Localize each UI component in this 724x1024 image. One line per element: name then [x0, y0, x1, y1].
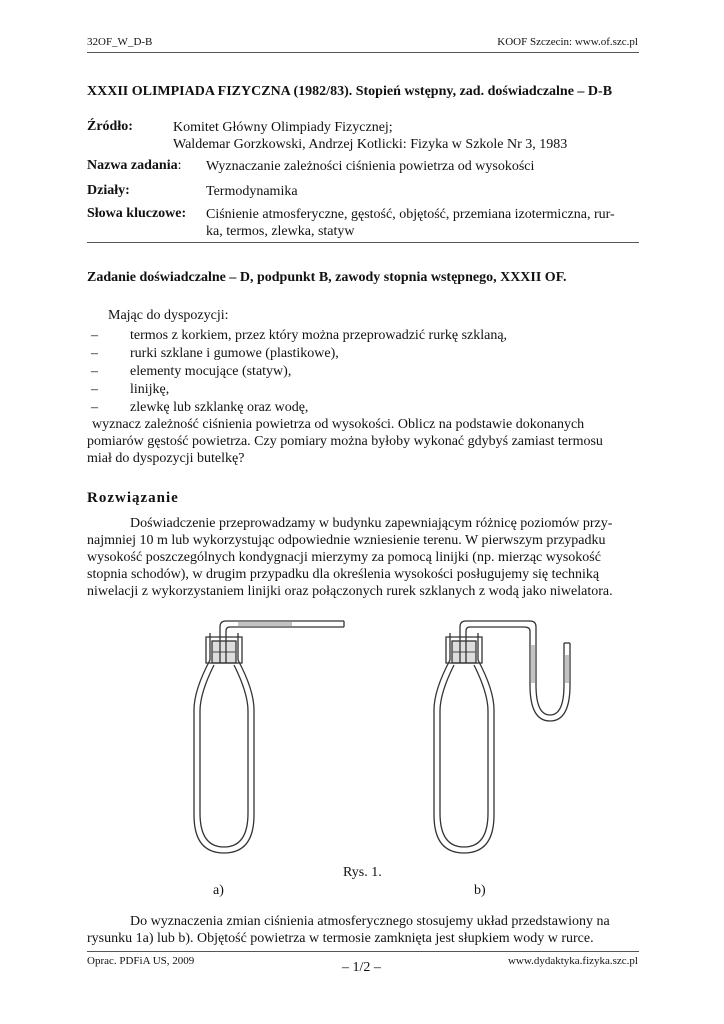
source-line-2: Waldemar Gorzkowski, Andrzej Kotlicki: Fizyka w Szkole Nr 3, 1983 — [173, 137, 568, 152]
footer-rule — [87, 951, 639, 952]
keywords-line-1: Ciśnienie atmosferyczne, gęstość, objętość, przemiana izotermiczna, rur- — [206, 207, 615, 222]
header-rule — [87, 52, 639, 53]
figure-label-b: b) — [474, 883, 486, 898]
document-title: XXXII OLIMPIADA FIZYCZNA (1982/83). Stopień wstępny, zad. doświadczalne – D-B — [87, 84, 613, 99]
figure-b-thermos — [420, 615, 600, 865]
closing-line-1: Do wyznaczenia zmian ciśnienia atmosferycznego stosujemy układ przedstawiony na — [130, 914, 610, 929]
source-line-1: Komitet Główny Olimpiady Fizycznej; — [173, 120, 393, 135]
list-item-text: elementy mocujące (statyw), — [130, 364, 292, 379]
task-text-line-2: pomiarów gęstość powietrza. Czy pomiary można byłoby wykonać gdybyś zamiast termosu — [87, 434, 603, 449]
list-item-text: termos z korkiem, przez który można przeprowadzić rurkę szklaną, — [130, 328, 508, 343]
footer-left: Oprac. PDFiA US, 2009 — [87, 955, 195, 967]
list-dash: – — [91, 400, 98, 415]
solution-line-2: najmniej 10 m lub wykorzystując odpowiednie wzniesienie terenu. W pierwszym przypadku — [87, 533, 606, 548]
solution-line-5: niwelacji z wykorzystaniem linijki oraz połączonych rurek szklanych z wodą jako niwelatora. — [87, 584, 613, 599]
list-item — [91, 327, 507, 345]
figure-label-a: a) — [213, 883, 224, 898]
source-label: Źródło: — [87, 119, 133, 134]
keywords-line-2: ka, termos, zlewka, statyw — [206, 224, 355, 239]
closing-line-2: rysunku 1a) lub b). Objętość powietrza w termosie zamknięta jest słupkiem wody w rurce. — [87, 931, 594, 946]
list-dash: – — [91, 328, 98, 343]
task-name-colon: : — [177, 158, 182, 173]
solution-heading: Rozwiązanie — [87, 490, 179, 506]
task-name-label — [87, 158, 182, 174]
list-item — [91, 381, 507, 399]
task-intro: Mając do dyspozycji: — [108, 308, 229, 323]
figure-a-thermos — [180, 615, 360, 865]
solution-line-1: Doświadczenie przeprowadzamy w budynku zapewniającym różnicę poziomów przy- — [130, 516, 613, 531]
equipment-list — [91, 327, 507, 417]
solution-line-4: stopnia schodów), w drugim przypadku dla określenia wysokości posługujemy się techniką — [87, 567, 600, 582]
task-text-line-1: wyznacz zależność ciśnienia powietrza od wysokości. Oblicz na podstawie dokonanych — [92, 417, 585, 432]
list-dash: – — [91, 364, 98, 379]
task-name-label-text: Nazwa zadania — [87, 158, 178, 173]
list-item-text: linijkę, — [130, 382, 170, 397]
meta-rule — [87, 242, 639, 243]
list-item — [91, 363, 507, 381]
task-text-line-3: miał do dyspozycji butelkę? — [87, 451, 245, 466]
list-item — [91, 345, 507, 363]
header-left: 32OF_W_D-B — [87, 36, 153, 48]
solution-line-3: wysokość poszczególnych kondygnacji mierzymy za pomocą linijki (np. mierząc wysokość — [87, 550, 601, 565]
task-heading: Zadanie doświadczalne – D, podpunkt B, zawody stopnia wstępnego, XXXII OF. — [87, 270, 567, 285]
list-dash: – — [91, 382, 98, 397]
list-item — [91, 399, 507, 417]
water-column-b-left — [530, 645, 536, 683]
footer-right: www.dydaktyka.fizyka.szc.pl — [507, 955, 638, 967]
water-column-a — [238, 621, 292, 627]
figure-caption: Rys. 1. — [343, 865, 382, 880]
keywords-label: Słowa kluczowe: — [87, 206, 187, 221]
sections-value: Termodynamika — [206, 184, 298, 199]
page-number: – 1/2 – — [342, 960, 381, 975]
task-name-value: Wyznaczanie zależności ciśnienia powietrza od wysokości — [206, 159, 535, 174]
water-column-b-right — [564, 655, 570, 683]
sections-label: Działy: — [87, 183, 130, 198]
list-item-text: zlewkę lub szklankę oraz wodę, — [130, 400, 309, 415]
list-dash: – — [91, 346, 98, 361]
header-right: KOOF Szczecin: www.of.szc.pl — [497, 36, 638, 48]
list-item-text: rurki szklane i gumowe (plastikowe), — [130, 346, 339, 361]
